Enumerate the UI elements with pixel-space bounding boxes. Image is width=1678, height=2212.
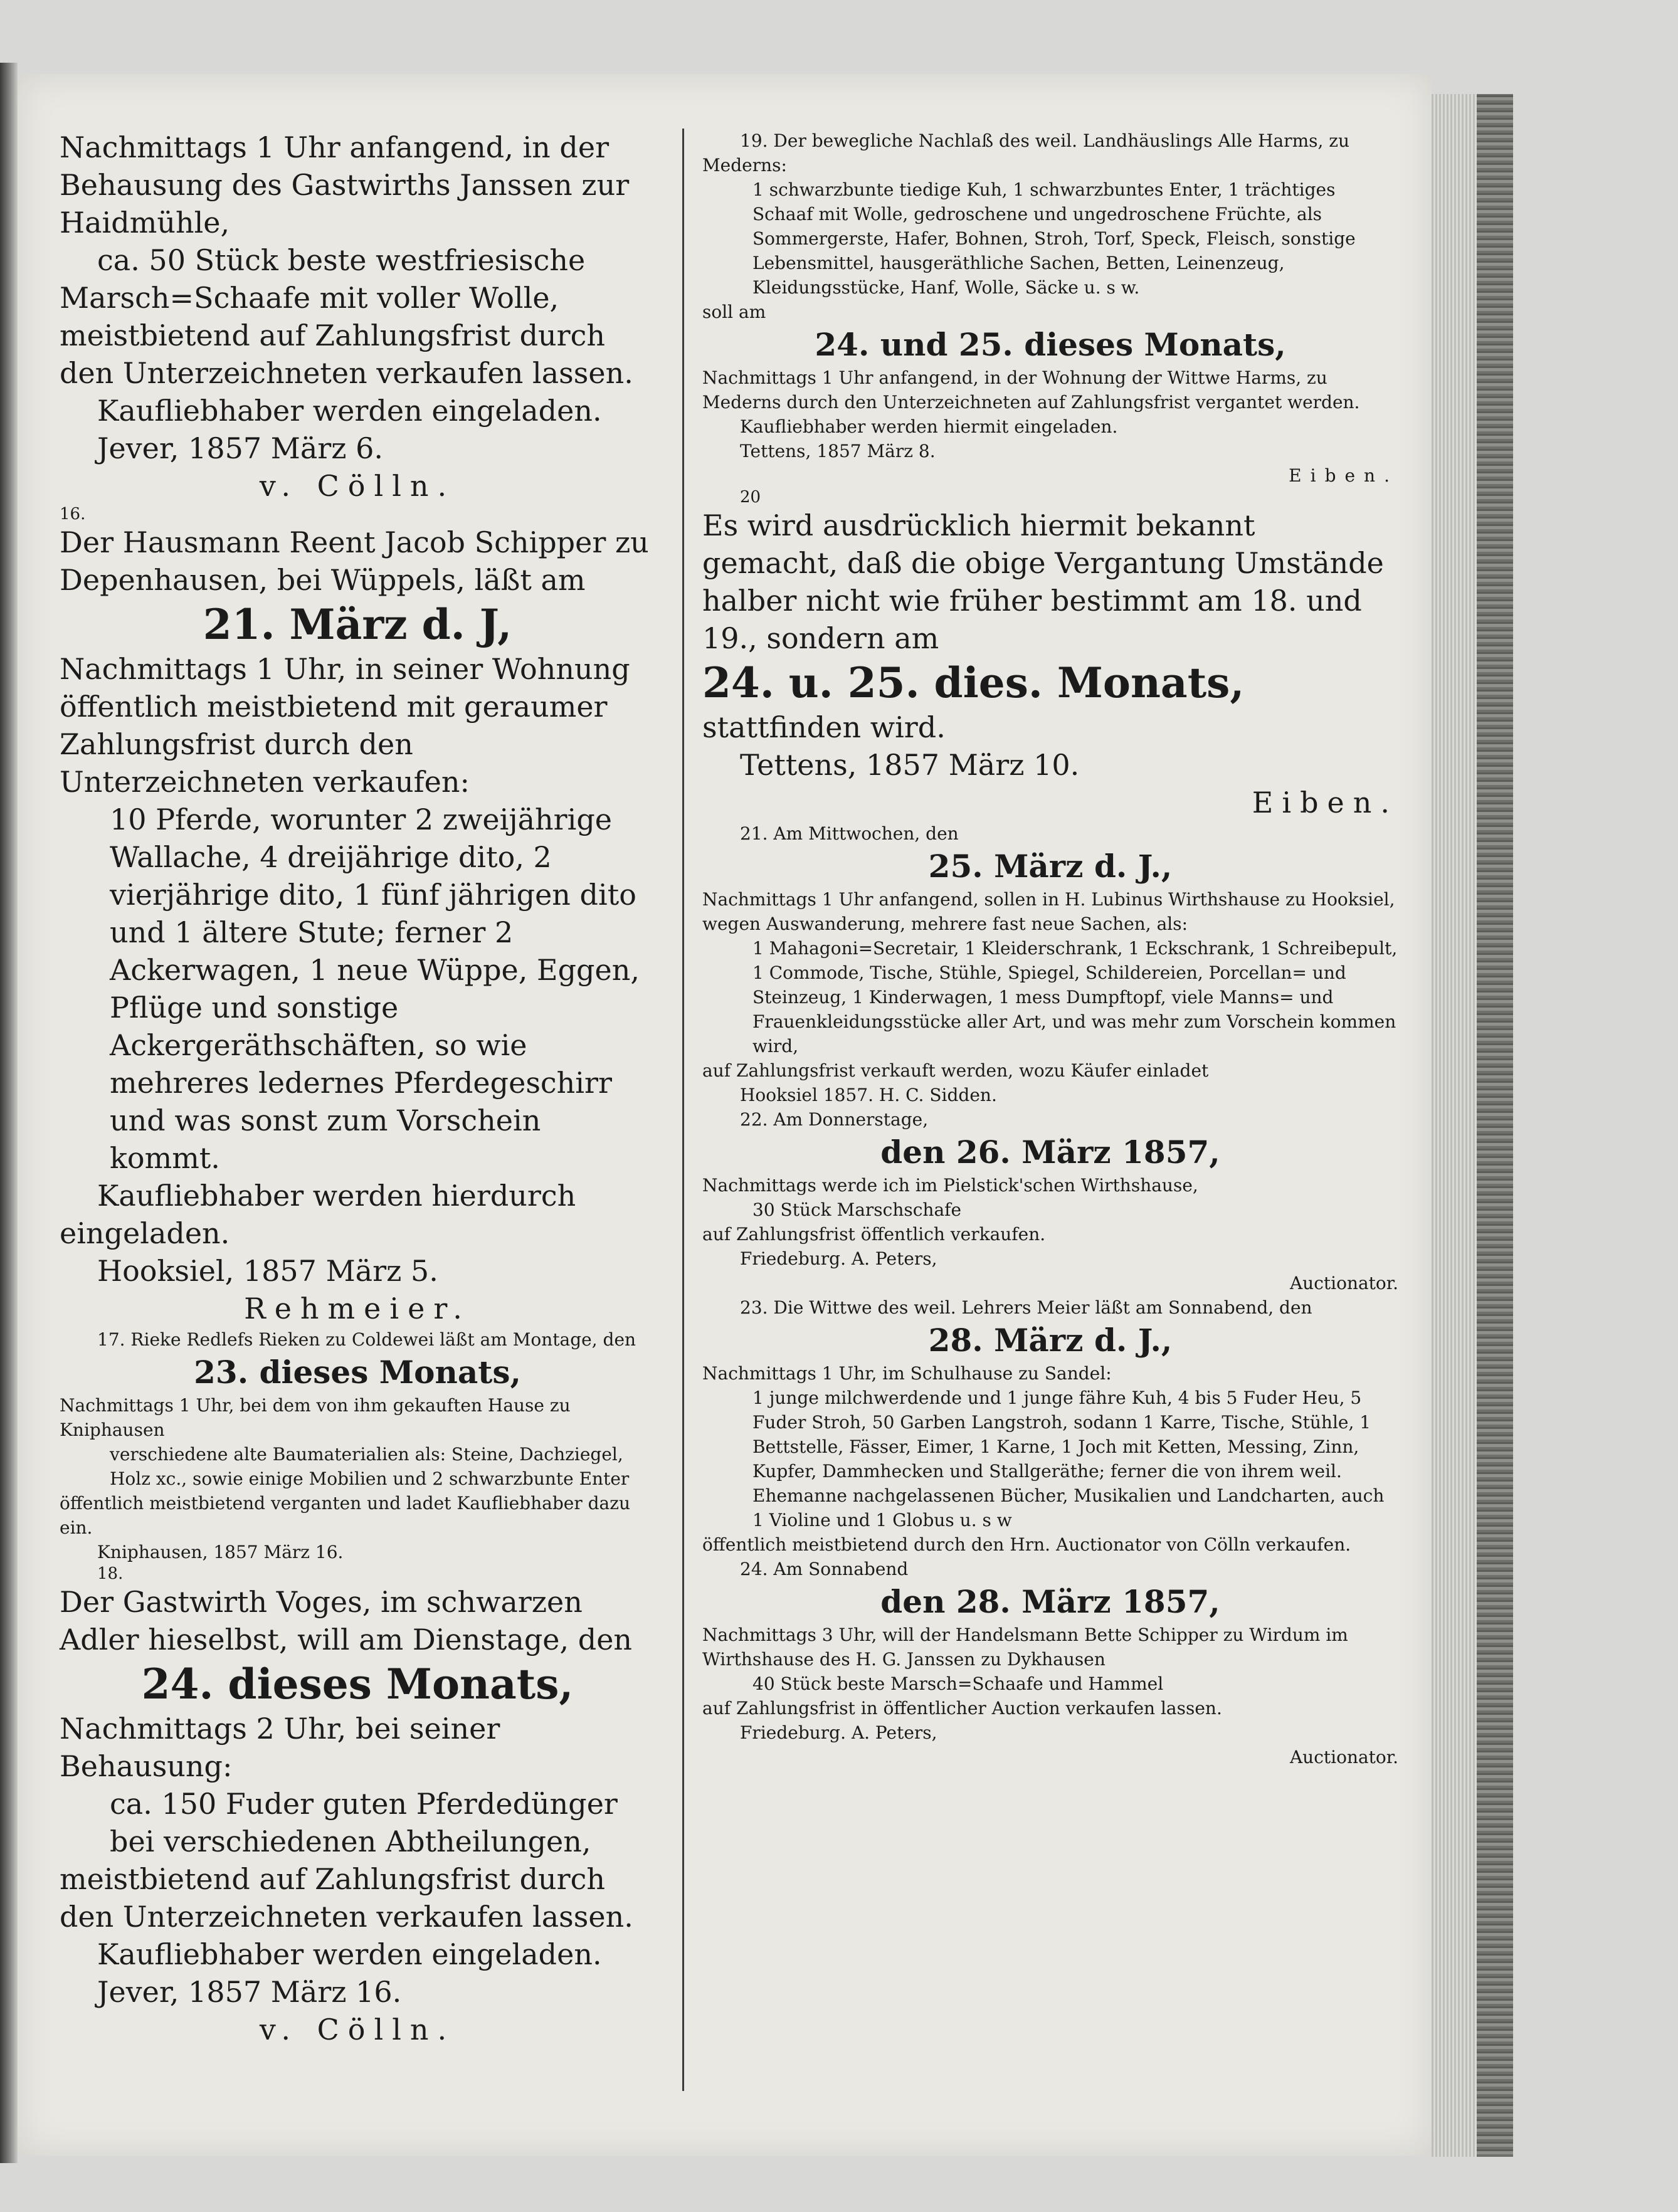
ad22-body: Nachmittags werde ich im Pielstick'schen Wirthshause, [702,1175,1198,1196]
ad23-sale: öffentlich meistbietend durch den Hrn. Auctionator von Cölln verkaufen. [702,1534,1351,1555]
ad15-signer: v. Cölln. [259,469,456,503]
ad19-body: Nachmittags 1 Uhr anfangend, in der Wohnung der Wittwe Harms, zu Mederns durch den Unterzeichneten auf Zahlungsfrist vergantet werden. [702,367,1360,413]
ad20-date: 24. u. 25. dies. Monats, [702,658,1245,707]
ad16-invite: Kaufliebhaber werden hierdurch eingeladen. [60,1179,576,1250]
ad24-role: Auctionator. [1289,1747,1398,1767]
ad21-body: Nachmittags 1 Uhr anfangend, sollen in H. Lubinus Wirthshause zu Hooksiel, wegen Auswanderung, mehrere fast neue Sachen, als: [702,889,1395,934]
ad15-invite: Kaufliebhaber werden eingeladen. [97,394,602,428]
left-column [60,129,655,2048]
ad23-date: 28. März d. J., [928,1322,1173,1359]
ad18-intro: Der Gastwirth Voges, im schwarzen Adler hieselbst, will am Dienstage, den [60,1585,633,1656]
ad24-sale: auf Zahlungsfrist in öffentlicher Auction verkaufen lassen. [702,1698,1222,1719]
ad18-sale: meistbietend auf Zahlungsfrist durch den Unterzeichneten verkaufen lassen. [60,1862,633,1934]
ad16-date: 21. März d. J, [203,600,512,649]
ad18-date: 24. dieses Monats, [141,1660,574,1709]
ad22-goods: 30 Stück Marschschafe [752,1199,962,1220]
book-spine [1477,94,1513,2157]
page-block-edge [1432,94,1477,2157]
ad16-number: 16. [60,505,86,524]
ad19-invite: Kaufliebhaber werden hiermit eingeladen. [740,416,1118,437]
ad22-intro: 22. Am Donnerstage, [740,1109,929,1130]
ad18-goods: ca. 150 Fuder guten Pferdedünger bei verschiedenen Abtheilungen, [110,1787,618,1858]
ad24-date: den 28. März 1857, [880,1583,1220,1620]
ad19-intro: 19. Der bewegliche Nachlaß des weil. Landhäuslings Alle Harms, zu Mederns: [702,130,1350,176]
ad16-place: Hooksiel, 1857 März 5. [97,1254,438,1288]
ad18-body: Nachmittags 2 Uhr, bei seiner Behausung: [60,1712,500,1783]
ad22-place: Friedeburg. A. Peters, [740,1248,937,1269]
ad19-goods: 1 schwarzbunte tiedige Kuh, 1 schwarzbuntes Enter, 1 trächtiges Schaaf mit Wolle, gedroschene und ungedroschene Früchte, als Sommergerste, Hafer, Bohnen, Stroh, Torf, Speck, Fleisch, sonstige Lebensmittel, hausgeräthliche Sachen, Betten, Leinenzeug, Kleidungsstücke, Hanf, Wolle, Säcke u. s w. [752,179,1356,298]
ad20-place: Tettens, 1857 März 10. [740,748,1080,782]
ad20-tail: stattfinden wird. [702,710,946,744]
ad23-goods: 1 junge milchwerdende und 1 junge fähre Kuh, 4 bis 5 Fuder Heu, 5 Fuder Stroh, 50 Garben Langstroh, sodann 1 Karre, Tische, Stühle, 1 Bettstelle, Fässer, Eimer, 1 Karne, 1 Joch mit Ketten, Messing, Zinn, Kupfer, Dammhecken und Stallgeräthe; ferner die von ihrem weil. Ehemanne nachgelassenen Bücher, Musikalien und Landcharten, auch 1 Violine und 1 Globus u. s w [752,1388,1385,1530]
ad18-place: Jever, 1857 März 16. [97,1975,402,2009]
ad21-date: 25. März d. J., [928,848,1173,885]
ad19-date: 24. und 25. dieses Monats, [815,326,1286,363]
ad24-goods: 40 Stück beste Marsch=Schaafe und Hammel [752,1673,1164,1694]
ad23-body: Nachmittags 1 Uhr, im Schulhause zu Sandel: [702,1363,1112,1384]
ad16-signer: Rehmeier. [244,1292,471,1325]
ad23-intro: 23. Die Wittwe des weil. Lehrers Meier läßt am Sonnabend, den [740,1297,1312,1318]
ad16-goods: 10 Pferde, worunter 2 zweijährige Wallache, 4 dreijährige dito, 2 vierjährige dito, 1 fünf jährigen dito und 1 ältere Stute; ferner 2 Ackerwagen, 1 neue Wüppe, Eggen, Pflüge und sonstige Ackergeräthschäften, so wie mehreres ledernes Pferdegeschirr und was sonst zum Vorschein kommt. [110,803,640,1175]
ad20-number: 20 [740,488,761,507]
ad17-intro: 17. Rieke Redlefs Rieken zu Coldewei läßt am Montage, den [97,1329,636,1350]
ad22-sale: auf Zahlungsfrist öffentlich verkaufen. [702,1224,1046,1245]
ad21-sale: auf Zahlungsfrist verkauft werden, wozu Käufer einladet [702,1060,1209,1081]
ad17-sale: öffentlich meistbietend verganten und ladet Kaufliebhaber dazu ein. [60,1493,630,1538]
ad15-place: Jever, 1857 März 6. [97,431,384,465]
ad20-signer: Eiben. [1252,786,1398,819]
ad16-body: Nachmittags 1 Uhr, in seiner Wohnung öffentlich meistbietend mit geraumer Zahlungsfrist durch den Unterzeichneten verkaufen: [60,652,630,799]
ad17-body: Nachmittags 1 Uhr, bei dem von ihm gekauften Hause zu Kniphausen [60,1395,571,1440]
ad24-place: Friedeburg. A. Peters, [740,1722,937,1743]
ad21-intro: 21. Am Mittwochen, den [740,823,959,844]
column-divider [682,129,684,2091]
ad19-place: Tettens, 1857 März 8. [740,441,936,461]
ad19-soll: soll am [702,302,766,322]
ad22-date: den 26. März 1857, [880,1134,1220,1171]
ad21-place: Hooksiel 1857. H. C. Sidden. [740,1085,997,1105]
ad17-place: Kniphausen, 1857 März 16. [97,1542,344,1562]
ad15-intro: Nachmittags 1 Uhr anfangend, in der Behausung des Gastwirths Janssen zur Haidmühle, [60,130,630,240]
ad21-goods: 1 Mahagoni=Secretair, 1 Kleiderschrank, 1 Eckschrank, 1 Schreibepult, 1 Commode, Tische, Stühle, Spiegel, Schildereien, Porcellan= und Steinzeug, 1 Kinderwagen, 1 mess Dumpftopf, viele Manns= und Frauenkleidungsstücke aller Art, und was mehr zum Vorschein kommen wird, [752,938,1398,1056]
ad16-intro: Der Hausmann Reent Jacob Schipper zu Depenhausen, bei Wüppels, läßt am [60,525,649,597]
ad24-intro: 24. Am Sonnabend [740,1559,909,1579]
ad24-body: Nachmittags 3 Uhr, will der Handelsmann Bette Schipper zu Wirdum im Wirthshause des H. G. Janssen zu Dykhausen [702,1625,1348,1670]
ad19-signer: Eiben. [1289,465,1398,486]
ad20-body: Es wird ausdrücklich hiermit bekannt gemacht, daß die obige Vergantung Umstände halber nicht wie früher bestimmt am 18. und 19., sondern am [702,508,1384,655]
right-column [702,129,1398,1769]
ad22-role: Auctionator. [1289,1273,1398,1293]
ad17-goods: verschiedene alte Baumaterialien als: Steine, Dachziegel, Holz xc., sowie einige Mobilien und 2 schwarzbunte Enter [110,1444,630,1489]
ad18-number: 18. [97,1564,124,1583]
ad15-goods: ca. 50 Stück beste westfriesische Marsch=Schaafe mit voller Wolle, meistbietend auf Zahlungsfrist durch den Unterzeichneten verkaufen lassen. [60,243,633,390]
ad18-signer: v. Cölln. [259,2013,456,2046]
ad17-date: 23. dieses Monats, [194,1354,521,1391]
left-page-edge [0,63,18,2163]
ad18-invite: Kaufliebhaber werden eingeladen. [97,1937,602,1971]
